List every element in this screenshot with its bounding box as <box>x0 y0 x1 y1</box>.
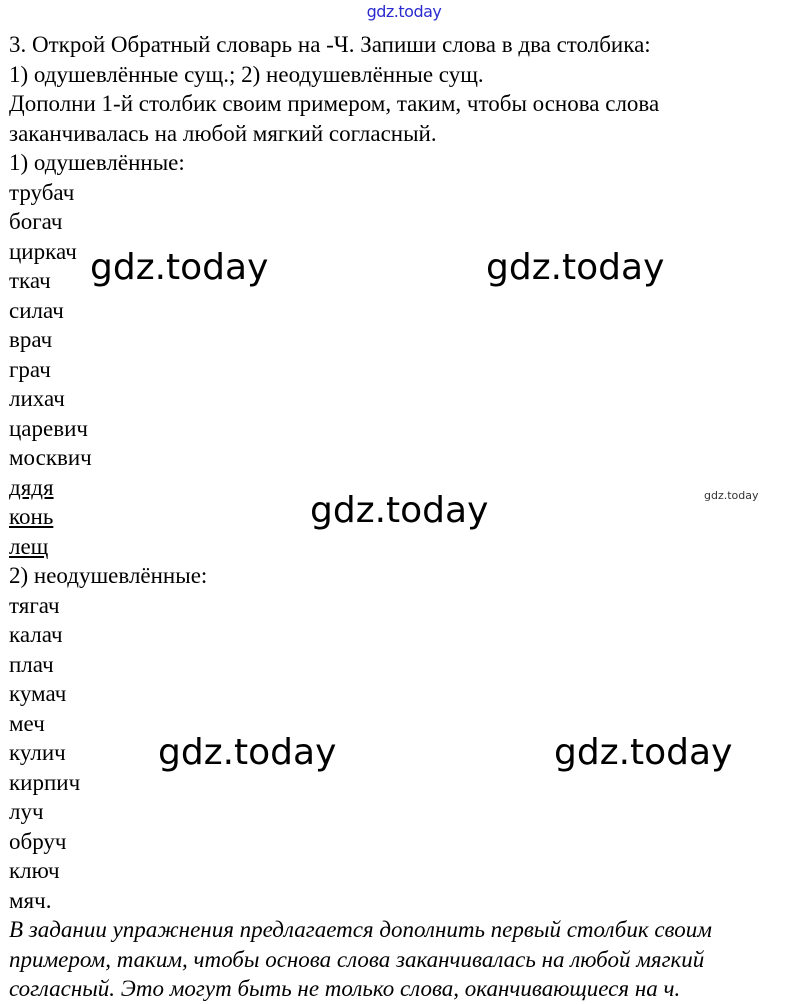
task-line-1: 3. Открой Обратный словарь на -Ч. Запиши слова в два столбика: <box>9 32 651 57</box>
word-item: ткач <box>9 268 51 293</box>
watermark: gdz.today <box>486 247 665 288</box>
watermark: gdz.today <box>310 490 489 531</box>
word-item: врач <box>9 327 53 352</box>
watermark: gdz.today <box>90 247 269 288</box>
note-line-1: В задании упражнения предлагается дополнить первый столбик своим <box>9 917 712 942</box>
word-item: кирпич <box>9 769 81 795</box>
word-item: дядя <box>9 474 54 500</box>
note-line-2: примером, таким, чтобы основа слова заканчивалась на любой мягкий <box>9 946 705 972</box>
word-item: обруч <box>9 828 67 854</box>
task-line-4: заканчивалась на любой мягкий согласный. <box>9 120 437 146</box>
watermark: gdz.today <box>554 732 733 773</box>
header-watermark: gdz.today <box>366 2 442 21</box>
watermark: gdz.today <box>158 732 337 773</box>
watermark-small: gdz.today <box>704 489 759 502</box>
task-line-2: 1) одушевлённые сущ.; 2) неодушевлённые сущ. <box>9 61 484 87</box>
animate-heading: 1) одушевлённые: <box>9 150 185 175</box>
word-item: калач <box>9 622 63 647</box>
word-item: грач <box>9 356 51 382</box>
word-item: тягач <box>9 592 60 618</box>
note-line-3: согласный. Это могут быть не только слова, оканчивающиеся на ч. <box>9 976 681 1001</box>
word-item: царевич <box>9 415 88 441</box>
word-item: мяч. <box>9 887 52 913</box>
task-line-3: Дополни 1-й столбик своим примером, таким, чтобы основа слова <box>9 91 660 116</box>
word-item: кулич <box>9 740 66 765</box>
animate-word-list <box>9 178 799 473</box>
word-item: лихач <box>9 386 65 411</box>
word-item: трубач <box>9 179 75 205</box>
word-item: силач <box>9 297 64 323</box>
word-item: луч <box>9 799 44 824</box>
word-item: конь <box>9 504 54 529</box>
word-item: плач <box>9 651 54 677</box>
word-item: циркач <box>9 238 77 264</box>
word-item: кумач <box>9 681 67 706</box>
word-item: богач <box>9 209 63 234</box>
word-item: лещ <box>9 533 49 559</box>
word-item: ключ <box>9 858 60 883</box>
word-item: меч <box>9 710 45 736</box>
inanimate-heading: 2) неодушевлённые: <box>9 563 208 588</box>
word-item: москвич <box>9 445 92 470</box>
